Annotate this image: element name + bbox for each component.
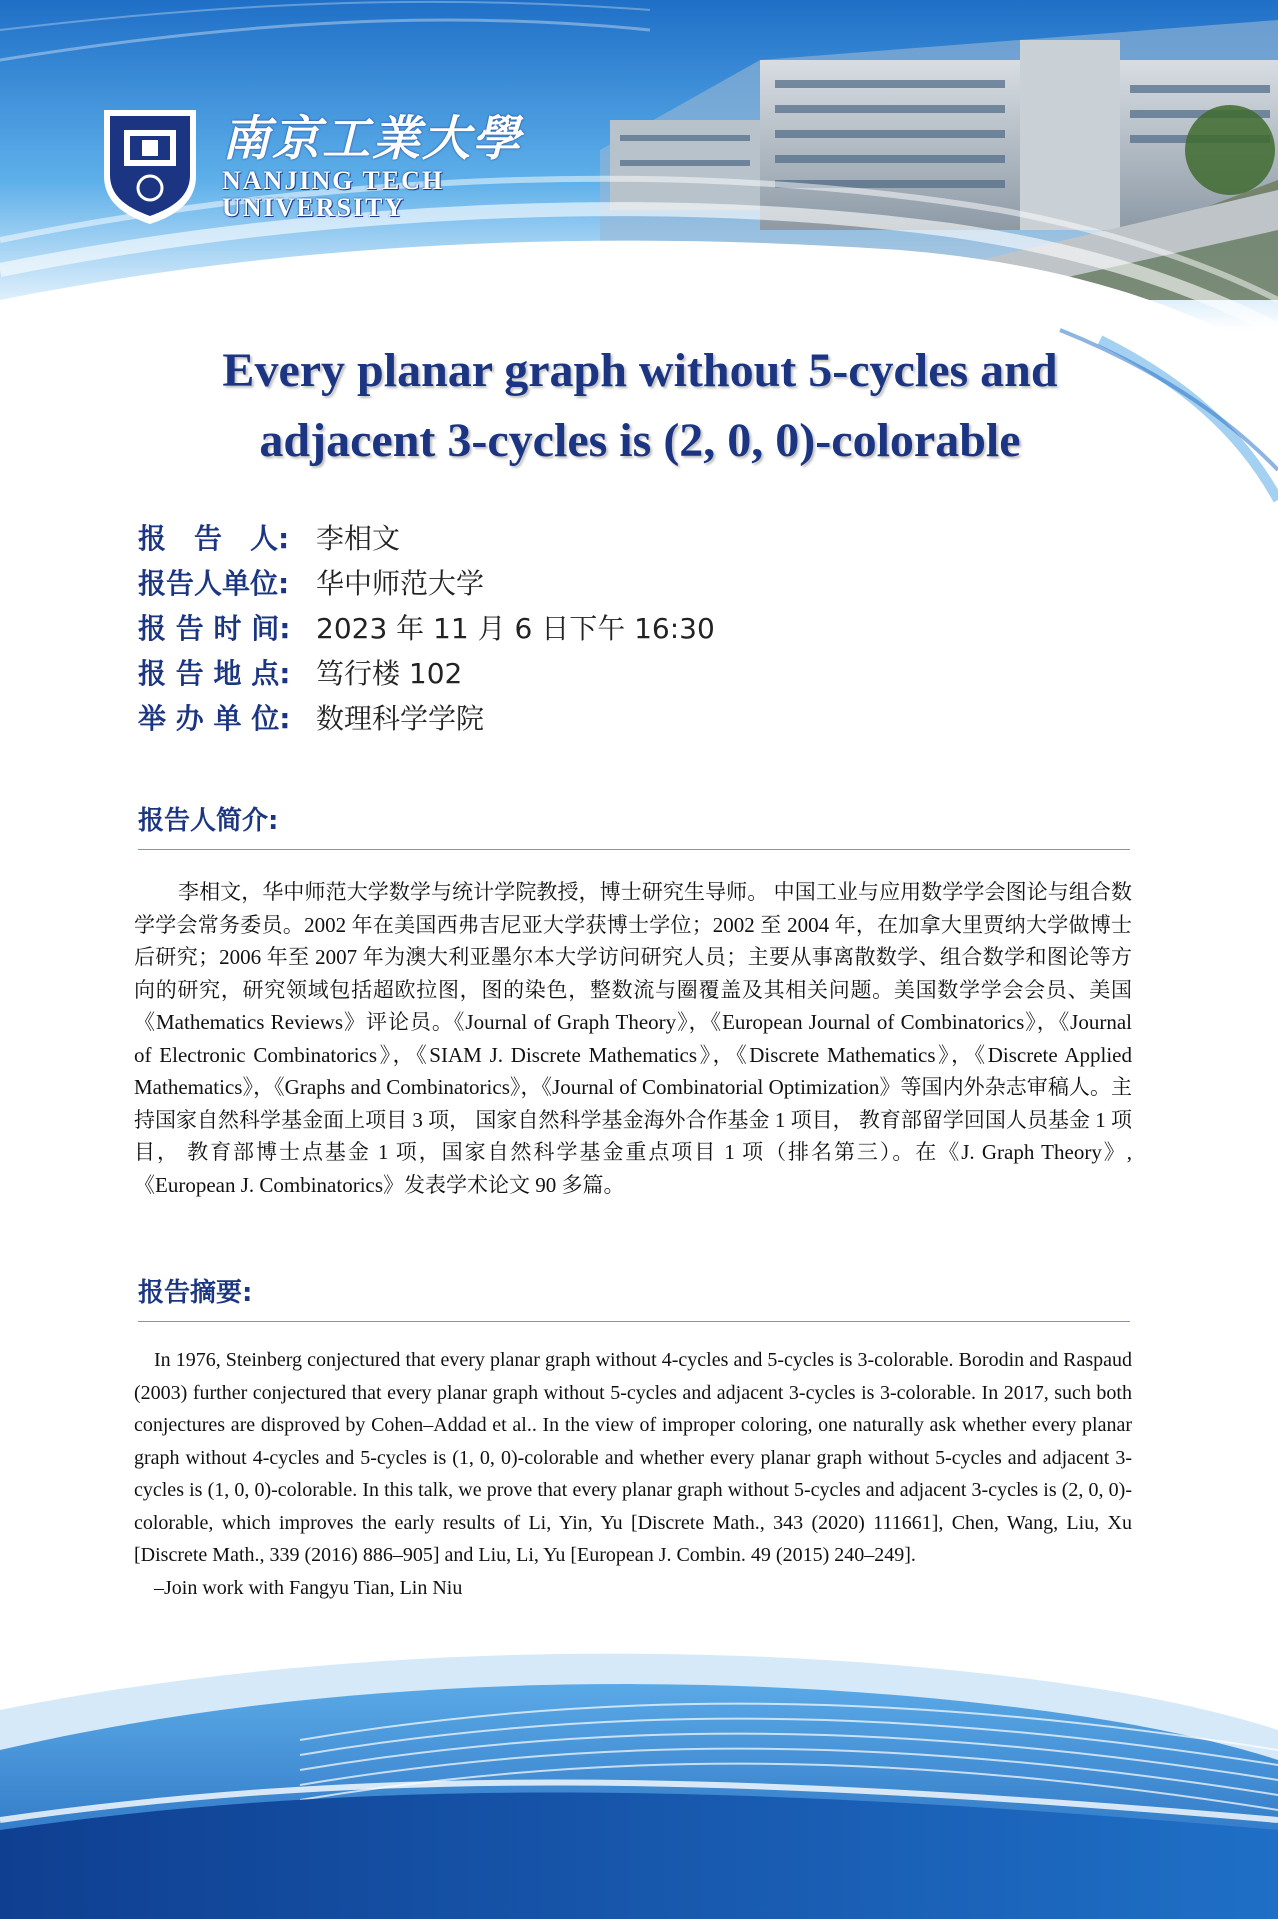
info-value: 数理科学学院: [316, 702, 485, 735]
university-crest-icon: [98, 106, 202, 226]
university-logo: [98, 106, 522, 226]
bio-text: 李相文，华中师范大学数学与统计学院教授，博士研究生导师。 中国工业与应用数学学会图论与组合数学学会常务委员。2002 年在美国西弗吉尼亚大学获博士学位；2002 至 2004 年，在加拿大里贾纳大学做博士后研究；2006 年至 2007 年为澳大利亚墨尔本大学访问研究人员；主要从事离散数学、组合数学和图论等方向的研究，研究领域包括超欧拉图，图的染色，整数流与圈覆盖及其相关问题。美国数学学会会员、美国《Mathematics Reviews》评论员。《Journal of Graph Theory》，《European Journal of Combinatorics》，《Journal of Electronic Combinatorics》，《SIAM J. Discrete Mathematics》，《Discrete Mathematics》，《Discrete Applied Mathematics》，《Graphs and Combinatorics》，《Journal of Combinatorial Optimization》等国内外杂志审稿人。主持国家自然科学基金面上项目 3 项， 国家自然科学基金海外合作基金 1 项目， 教育部留学回国人员基金 1 项目， 教育部博士点基金 1 项，国家自然科学基金重点项目 1 项（排名第三）。在《J. Graph Theory》,《European J. Combinatorics》发表学术论文 90 多篇。: [134, 880, 1132, 1197]
info-row-organizer: [138, 696, 1138, 741]
info-row-affiliation: [138, 561, 1138, 606]
abstract-body: [134, 1344, 1132, 1604]
abstract-text: In 1976, Steinberg conjectured that every planar graph without 4-cycles and 5-cycles is 3-colorable. Borodin and Raspaud (2003) further conjectured that every planar graph without 5-cycles and adjacent 3-cycles is 3-colorable. In 2017, such both conjectures are disproved by Cohen–Addad et al.. In the view of improper coloring, one naturally ask whether every planar graph without 4-cycles and 5-cycles is (1, 0, 0)-colorable and whether every planar graph without 5-cycles and adjacent 3-cycles is (1, 0, 0)-colorable. In this talk, we prove that every planar graph without 5-cycles and adjacent 3-cycles is (2, 0, 0)-colorable, which improves the early results of Li, Yin, Yu [Discrete Math., 343 (2020) 111661], Chen, Wang, Liu, Xu [Discrete Math., 339 (2016) 886–905] and Liu, Li, Yu [European J. Combin. 49 (2015) 240–249].: [134, 1349, 1132, 1566]
info-value: 笃行楼 102: [316, 657, 463, 690]
university-name-en-line1: NANJING TECH: [222, 166, 445, 195]
info-label: 报 告 人:: [138, 522, 290, 555]
info-value: 2023 年 11 月 6 日下午 16:30: [316, 612, 715, 645]
bio-heading: 报告人简介:: [138, 800, 1130, 850]
info-label: 报告人单位:: [138, 567, 290, 600]
info-value: 李相文: [316, 522, 401, 555]
info-row-speaker: [138, 516, 1138, 561]
footer-waves: [0, 1630, 1278, 1919]
abstract-credit: –Join work with Fangyu Tian, Lin Niu: [154, 1576, 463, 1599]
info-row-location: [138, 651, 1138, 696]
abstract-heading: 报告摘要:: [138, 1272, 1130, 1322]
info-label: 报 告 时 间:: [138, 612, 291, 645]
talk-title-line1: Every planar graph without 5-cycles and: [222, 344, 1058, 397]
info-label: 报 告 地 点:: [138, 657, 291, 690]
info-value: 华中师范大学: [316, 567, 485, 600]
talk-title: [140, 336, 1140, 476]
talk-info: [138, 516, 1138, 741]
university-name-cn: 南京工業大學: [222, 111, 523, 167]
info-row-time: [138, 606, 1138, 651]
university-name-en-line2: UNIVERSITY: [222, 193, 406, 222]
talk-title-line2: adjacent 3-cycles is (2, 0, 0)-colorable: [259, 414, 1021, 467]
info-label: 举 办 单 位:: [138, 702, 291, 735]
